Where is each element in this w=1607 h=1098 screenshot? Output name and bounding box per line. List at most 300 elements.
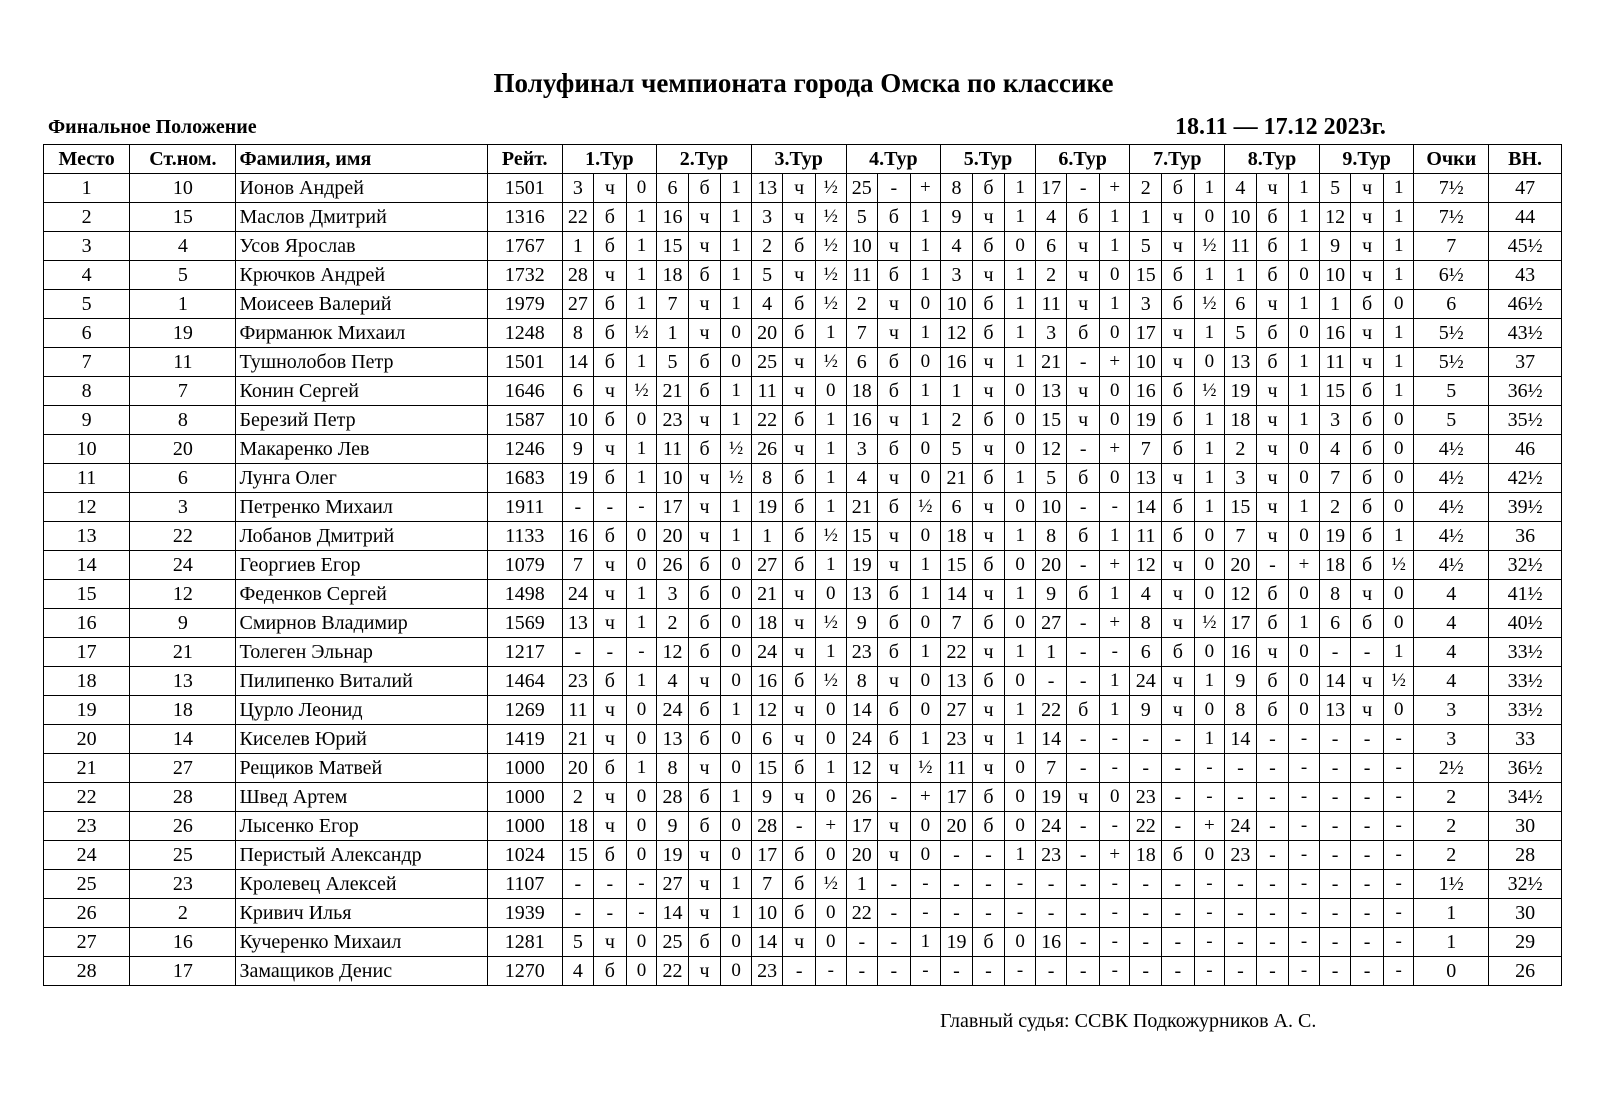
- round-9-color-cell: б: [1351, 522, 1384, 551]
- round-4-score-cell: 0: [910, 841, 941, 870]
- round-3-score-cell: 0: [816, 696, 847, 725]
- round-8-color-cell: б: [1256, 203, 1289, 232]
- start-number-cell: 15: [130, 203, 236, 232]
- round-8-color-cell: б: [1256, 580, 1289, 609]
- start-number-cell: 20: [130, 435, 236, 464]
- round-1-color-cell: -: [594, 493, 627, 522]
- round-6-score-cell: 0: [1099, 319, 1130, 348]
- tiebreak-cell: 36½: [1489, 754, 1562, 783]
- round-6-color-cell: -: [1067, 493, 1100, 522]
- round-9-score-cell: -: [1383, 870, 1414, 899]
- round-7-opponent-cell: -: [1130, 928, 1162, 957]
- rating-cell: 1000: [487, 754, 562, 783]
- round-7-color-cell: ч: [1162, 667, 1195, 696]
- round-7-opponent-cell: -: [1130, 870, 1162, 899]
- round-6-color-cell: -: [1067, 725, 1100, 754]
- round-1-opponent-cell: -: [562, 638, 594, 667]
- round-3-color-cell: б: [783, 754, 816, 783]
- round-5-color-cell: ч: [972, 696, 1005, 725]
- round-2-opponent-cell: 16: [657, 203, 689, 232]
- round-1-opponent-cell: 8: [562, 319, 594, 348]
- round-1-opponent-cell: 24: [562, 580, 594, 609]
- round-8-score-cell: -: [1289, 841, 1320, 870]
- round-7-score-cell: 0: [1194, 551, 1225, 580]
- round-1-score-cell: 1: [626, 464, 657, 493]
- table-row: [44, 899, 1562, 928]
- round-1-score-cell: 1: [626, 203, 657, 232]
- round-6-score-cell: 1: [1099, 232, 1130, 261]
- round-6-color-cell: -: [1067, 841, 1100, 870]
- round-2-color-cell: ч: [688, 493, 721, 522]
- round-1-score-cell: 1: [626, 609, 657, 638]
- round-5-opponent-cell: 20: [941, 812, 973, 841]
- table-row: [44, 609, 1562, 638]
- round-9-color-cell: ч: [1351, 203, 1384, 232]
- header-round-9: 9.Тур: [1319, 145, 1414, 174]
- round-4-opponent-cell: 26: [846, 783, 878, 812]
- round-8-score-cell: 0: [1289, 319, 1320, 348]
- round-4-opponent-cell: 19: [846, 551, 878, 580]
- round-1-color-cell: б: [594, 319, 627, 348]
- round-1-opponent-cell: -: [562, 899, 594, 928]
- round-5-score-cell: 1: [1005, 638, 1036, 667]
- player-name-cell: Маслов Дмитрий: [236, 203, 487, 232]
- table-row: [44, 870, 1562, 899]
- round-7-color-cell: ч: [1162, 464, 1195, 493]
- round-4-color-cell: -: [878, 957, 911, 986]
- round-2-score-cell: 0: [721, 667, 752, 696]
- round-9-opponent-cell: 3: [1319, 406, 1351, 435]
- round-3-color-cell: ч: [783, 725, 816, 754]
- round-2-score-cell: 0: [721, 841, 752, 870]
- round-5-opponent-cell: 23: [941, 725, 973, 754]
- tiebreak-cell: 33½: [1489, 696, 1562, 725]
- round-5-color-cell: ч: [972, 638, 1005, 667]
- place-cell: 17: [44, 638, 130, 667]
- round-2-score-cell: 0: [721, 580, 752, 609]
- round-5-color-cell: б: [972, 406, 1005, 435]
- round-4-score-cell: 0: [910, 667, 941, 696]
- round-7-opponent-cell: 7: [1130, 435, 1162, 464]
- round-9-score-cell: 1: [1383, 522, 1414, 551]
- round-9-color-cell: -: [1351, 783, 1384, 812]
- round-7-color-cell: ч: [1162, 203, 1195, 232]
- round-3-color-cell: ч: [783, 203, 816, 232]
- round-1-score-cell: ½: [626, 377, 657, 406]
- round-5-score-cell: 0: [1005, 435, 1036, 464]
- place-cell: 25: [44, 870, 130, 899]
- round-7-color-cell: ч: [1162, 232, 1195, 261]
- rating-cell: 1683: [487, 464, 562, 493]
- round-5-color-cell: б: [972, 174, 1005, 203]
- round-7-score-cell: ½: [1194, 609, 1225, 638]
- round-1-color-cell: ч: [594, 783, 627, 812]
- round-8-opponent-cell: 20: [1225, 551, 1257, 580]
- round-6-score-cell: -: [1099, 899, 1130, 928]
- round-1-color-cell: ч: [594, 261, 627, 290]
- points-cell: 4: [1414, 609, 1489, 638]
- round-9-color-cell: б: [1351, 435, 1384, 464]
- round-5-color-cell: -: [972, 870, 1005, 899]
- round-2-color-cell: ч: [688, 957, 721, 986]
- round-1-color-cell: ч: [594, 696, 627, 725]
- round-7-score-cell: -: [1194, 928, 1225, 957]
- points-cell: 2½: [1414, 754, 1489, 783]
- round-8-opponent-cell: 15: [1225, 493, 1257, 522]
- round-5-color-cell: ч: [972, 725, 1005, 754]
- round-3-opponent-cell: 17: [751, 841, 783, 870]
- round-2-score-cell: 1: [721, 696, 752, 725]
- round-3-score-cell: ½: [816, 290, 847, 319]
- round-6-score-cell: 0: [1099, 377, 1130, 406]
- start-number-cell: 28: [130, 783, 236, 812]
- round-2-opponent-cell: 10: [657, 464, 689, 493]
- round-5-color-cell: ч: [972, 203, 1005, 232]
- round-2-score-cell: 1: [721, 377, 752, 406]
- table-row: [44, 754, 1562, 783]
- round-6-opponent-cell: 22: [1035, 696, 1067, 725]
- header-place: Место: [44, 145, 130, 174]
- round-6-color-cell: -: [1067, 638, 1100, 667]
- round-2-opponent-cell: 6: [657, 174, 689, 203]
- tiebreak-cell: 28: [1489, 841, 1562, 870]
- round-9-color-cell: ч: [1351, 580, 1384, 609]
- round-5-score-cell: -: [1005, 957, 1036, 986]
- start-number-cell: 18: [130, 696, 236, 725]
- round-5-score-cell: 1: [1005, 174, 1036, 203]
- round-6-color-cell: ч: [1067, 290, 1100, 319]
- round-3-opponent-cell: 18: [751, 609, 783, 638]
- round-9-score-cell: 1: [1383, 232, 1414, 261]
- round-5-opponent-cell: 2: [941, 406, 973, 435]
- round-1-opponent-cell: 28: [562, 261, 594, 290]
- round-8-score-cell: 0: [1289, 638, 1320, 667]
- player-name-cell: Цурло Леонид: [236, 696, 487, 725]
- round-7-opponent-cell: 24: [1130, 667, 1162, 696]
- round-9-color-cell: -: [1351, 812, 1384, 841]
- round-5-color-cell: ч: [972, 261, 1005, 290]
- round-7-opponent-cell: 12: [1130, 551, 1162, 580]
- round-5-score-cell: 0: [1005, 232, 1036, 261]
- round-5-color-cell: б: [972, 232, 1005, 261]
- round-7-color-cell: -: [1162, 899, 1195, 928]
- place-cell: 16: [44, 609, 130, 638]
- round-1-opponent-cell: 13: [562, 609, 594, 638]
- player-name-cell: Георгиев Егор: [236, 551, 487, 580]
- tiebreak-cell: 32½: [1489, 870, 1562, 899]
- round-9-opponent-cell: 4: [1319, 435, 1351, 464]
- round-4-color-cell: ч: [878, 667, 911, 696]
- points-cell: 1½: [1414, 870, 1489, 899]
- round-7-color-cell: -: [1162, 754, 1195, 783]
- standings-table: [43, 144, 1562, 986]
- header-round-2: 2.Тур: [657, 145, 752, 174]
- round-8-opponent-cell: 10: [1225, 203, 1257, 232]
- player-name-cell: Лысенко Егор: [236, 812, 487, 841]
- round-4-score-cell: 1: [910, 232, 941, 261]
- round-2-color-cell: б: [688, 638, 721, 667]
- round-6-opponent-cell: 7: [1035, 754, 1067, 783]
- round-9-score-cell: -: [1383, 928, 1414, 957]
- table-row: [44, 377, 1562, 406]
- round-2-score-cell: 0: [721, 957, 752, 986]
- player-name-cell: Усов Ярослав: [236, 232, 487, 261]
- round-6-score-cell: 1: [1099, 203, 1130, 232]
- tiebreak-cell: 33½: [1489, 667, 1562, 696]
- table-row: [44, 957, 1562, 986]
- round-4-opponent-cell: 5: [846, 203, 878, 232]
- round-4-opponent-cell: 2: [846, 290, 878, 319]
- round-6-opponent-cell: 23: [1035, 841, 1067, 870]
- round-4-color-cell: б: [878, 638, 911, 667]
- round-5-opponent-cell: 22: [941, 638, 973, 667]
- round-8-score-cell: +: [1289, 551, 1320, 580]
- round-2-opponent-cell: 19: [657, 841, 689, 870]
- rating-cell: 1248: [487, 319, 562, 348]
- round-1-score-cell: 1: [626, 435, 657, 464]
- round-1-opponent-cell: -: [562, 493, 594, 522]
- round-4-opponent-cell: -: [846, 928, 878, 957]
- round-9-score-cell: 1: [1383, 203, 1414, 232]
- round-6-color-cell: б: [1067, 464, 1100, 493]
- points-cell: 7: [1414, 232, 1489, 261]
- round-1-color-cell: б: [594, 841, 627, 870]
- tiebreak-cell: 35½: [1489, 406, 1562, 435]
- header-round-5: 5.Тур: [941, 145, 1036, 174]
- round-2-color-cell: ч: [688, 406, 721, 435]
- round-6-color-cell: -: [1067, 609, 1100, 638]
- round-3-score-cell: ½: [816, 609, 847, 638]
- round-6-score-cell: 0: [1099, 406, 1130, 435]
- round-2-opponent-cell: 15: [657, 232, 689, 261]
- round-9-score-cell: 1: [1383, 319, 1414, 348]
- round-6-score-cell: 1: [1099, 696, 1130, 725]
- rating-cell: 1217: [487, 638, 562, 667]
- round-7-score-cell: -: [1194, 870, 1225, 899]
- round-8-color-cell: б: [1256, 348, 1289, 377]
- round-2-color-cell: ч: [688, 870, 721, 899]
- round-1-color-cell: ч: [594, 928, 627, 957]
- points-cell: 0: [1414, 957, 1489, 986]
- round-9-opponent-cell: 7: [1319, 464, 1351, 493]
- round-5-opponent-cell: 1: [941, 377, 973, 406]
- round-6-color-cell: б: [1067, 319, 1100, 348]
- round-6-color-cell: б: [1067, 522, 1100, 551]
- round-1-color-cell: ч: [594, 580, 627, 609]
- round-1-opponent-cell: 21: [562, 725, 594, 754]
- start-number-cell: 4: [130, 232, 236, 261]
- round-9-opponent-cell: 10: [1319, 261, 1351, 290]
- round-3-score-cell: ½: [816, 261, 847, 290]
- round-2-score-cell: ½: [721, 464, 752, 493]
- round-7-opponent-cell: 18: [1130, 841, 1162, 870]
- round-3-opponent-cell: 20: [751, 319, 783, 348]
- round-1-color-cell: б: [594, 754, 627, 783]
- round-6-opponent-cell: 6: [1035, 232, 1067, 261]
- round-7-opponent-cell: 10: [1130, 348, 1162, 377]
- points-cell: 4½: [1414, 464, 1489, 493]
- round-8-color-cell: б: [1256, 696, 1289, 725]
- round-9-opponent-cell: 16: [1319, 319, 1351, 348]
- round-7-color-cell: ч: [1162, 319, 1195, 348]
- round-4-score-cell: 1: [910, 261, 941, 290]
- round-4-score-cell: 0: [910, 609, 941, 638]
- round-6-opponent-cell: 11: [1035, 290, 1067, 319]
- round-3-score-cell: 0: [816, 783, 847, 812]
- header-tiebreak: ВН.: [1489, 145, 1562, 174]
- round-1-opponent-cell: 19: [562, 464, 594, 493]
- round-2-score-cell: 0: [721, 812, 752, 841]
- round-5-score-cell: 1: [1005, 348, 1036, 377]
- round-2-score-cell: 1: [721, 493, 752, 522]
- round-3-color-cell: б: [783, 667, 816, 696]
- points-cell: 4: [1414, 667, 1489, 696]
- start-number-cell: 13: [130, 667, 236, 696]
- player-name-cell: Швед Артем: [236, 783, 487, 812]
- round-2-score-cell: 0: [721, 638, 752, 667]
- round-4-opponent-cell: 20: [846, 841, 878, 870]
- round-3-opponent-cell: 4: [751, 290, 783, 319]
- round-7-opponent-cell: 15: [1130, 261, 1162, 290]
- round-4-score-cell: -: [910, 870, 941, 899]
- round-7-opponent-cell: 19: [1130, 406, 1162, 435]
- place-cell: 18: [44, 667, 130, 696]
- round-8-color-cell: ч: [1256, 493, 1289, 522]
- points-cell: 6½: [1414, 261, 1489, 290]
- round-3-opponent-cell: 9: [751, 783, 783, 812]
- start-number-cell: 5: [130, 261, 236, 290]
- round-8-score-cell: 1: [1289, 348, 1320, 377]
- table-row: [44, 551, 1562, 580]
- table-row: [44, 725, 1562, 754]
- round-6-opponent-cell: 21: [1035, 348, 1067, 377]
- round-5-score-cell: 0: [1005, 667, 1036, 696]
- round-7-score-cell: ½: [1194, 232, 1225, 261]
- tiebreak-cell: 46: [1489, 435, 1562, 464]
- round-5-color-cell: б: [972, 290, 1005, 319]
- round-9-color-cell: -: [1351, 754, 1384, 783]
- round-8-opponent-cell: -: [1225, 754, 1257, 783]
- place-cell: 8: [44, 377, 130, 406]
- round-7-score-cell: 1: [1194, 406, 1225, 435]
- round-7-color-cell: б: [1162, 638, 1195, 667]
- round-6-score-cell: -: [1099, 870, 1130, 899]
- round-9-color-cell: ч: [1351, 348, 1384, 377]
- round-2-score-cell: 1: [721, 783, 752, 812]
- round-1-score-cell: 1: [626, 348, 657, 377]
- round-8-opponent-cell: -: [1225, 899, 1257, 928]
- round-1-color-cell: ч: [594, 435, 627, 464]
- round-8-color-cell: ч: [1256, 638, 1289, 667]
- place-cell: 23: [44, 812, 130, 841]
- round-3-score-cell: -: [816, 957, 847, 986]
- round-3-score-cell: 1: [816, 493, 847, 522]
- tiebreak-cell: 46½: [1489, 290, 1562, 319]
- round-1-color-cell: ч: [594, 812, 627, 841]
- round-7-score-cell: 0: [1194, 580, 1225, 609]
- round-7-color-cell: -: [1162, 812, 1195, 841]
- round-5-score-cell: 0: [1005, 493, 1036, 522]
- round-9-opponent-cell: 5: [1319, 174, 1351, 203]
- round-6-color-cell: б: [1067, 203, 1100, 232]
- round-8-score-cell: 0: [1289, 522, 1320, 551]
- round-4-score-cell: 1: [910, 725, 941, 754]
- round-3-score-cell: 1: [816, 406, 847, 435]
- round-9-opponent-cell: 13: [1319, 696, 1351, 725]
- points-cell: 5½: [1414, 319, 1489, 348]
- round-9-color-cell: ч: [1351, 174, 1384, 203]
- round-3-color-cell: ч: [783, 435, 816, 464]
- round-5-opponent-cell: 3: [941, 261, 973, 290]
- points-cell: 7½: [1414, 174, 1489, 203]
- rating-cell: 1246: [487, 435, 562, 464]
- round-9-score-cell: -: [1383, 899, 1414, 928]
- round-6-score-cell: +: [1099, 609, 1130, 638]
- round-4-color-cell: ч: [878, 841, 911, 870]
- round-9-opponent-cell: -: [1319, 957, 1351, 986]
- round-3-color-cell: б: [783, 232, 816, 261]
- round-1-opponent-cell: 4: [562, 957, 594, 986]
- round-8-score-cell: 0: [1289, 261, 1320, 290]
- round-9-color-cell: б: [1351, 290, 1384, 319]
- round-6-color-cell: б: [1067, 696, 1100, 725]
- round-4-color-cell: -: [878, 174, 911, 203]
- round-6-opponent-cell: 10: [1035, 493, 1067, 522]
- round-9-opponent-cell: -: [1319, 783, 1351, 812]
- round-9-score-cell: ½: [1383, 551, 1414, 580]
- round-1-opponent-cell: 14: [562, 348, 594, 377]
- start-number-cell: 22: [130, 522, 236, 551]
- round-6-score-cell: +: [1099, 435, 1130, 464]
- player-name-cell: Моисеев Валерий: [236, 290, 487, 319]
- rating-cell: 1464: [487, 667, 562, 696]
- start-number-cell: 7: [130, 377, 236, 406]
- round-5-opponent-cell: 13: [941, 667, 973, 696]
- round-8-opponent-cell: 14: [1225, 725, 1257, 754]
- round-6-opponent-cell: 2: [1035, 261, 1067, 290]
- round-5-opponent-cell: 9: [941, 203, 973, 232]
- table-row: [44, 638, 1562, 667]
- round-5-color-cell: ч: [972, 348, 1005, 377]
- round-2-score-cell: 1: [721, 261, 752, 290]
- round-3-opponent-cell: 10: [751, 899, 783, 928]
- round-3-score-cell: 1: [816, 435, 847, 464]
- tiebreak-cell: 44: [1489, 203, 1562, 232]
- round-5-opponent-cell: -: [941, 957, 973, 986]
- round-3-color-cell: б: [783, 841, 816, 870]
- round-5-opponent-cell: 10: [941, 290, 973, 319]
- rating-cell: 1587: [487, 406, 562, 435]
- round-9-opponent-cell: -: [1319, 725, 1351, 754]
- round-1-opponent-cell: 18: [562, 812, 594, 841]
- round-8-score-cell: 1: [1289, 174, 1320, 203]
- round-1-opponent-cell: 6: [562, 377, 594, 406]
- round-5-score-cell: -: [1005, 899, 1036, 928]
- place-cell: 2: [44, 203, 130, 232]
- round-6-score-cell: +: [1099, 174, 1130, 203]
- round-5-color-cell: ч: [972, 435, 1005, 464]
- round-2-score-cell: 1: [721, 406, 752, 435]
- round-7-color-cell: ч: [1162, 696, 1195, 725]
- tiebreak-cell: 33: [1489, 725, 1562, 754]
- round-5-color-cell: ч: [972, 580, 1005, 609]
- round-2-score-cell: 1: [721, 522, 752, 551]
- header-round-6: 6.Тур: [1035, 145, 1130, 174]
- round-7-color-cell: -: [1162, 725, 1195, 754]
- round-4-score-cell: 1: [910, 580, 941, 609]
- round-1-color-cell: ч: [594, 377, 627, 406]
- round-1-opponent-cell: 7: [562, 551, 594, 580]
